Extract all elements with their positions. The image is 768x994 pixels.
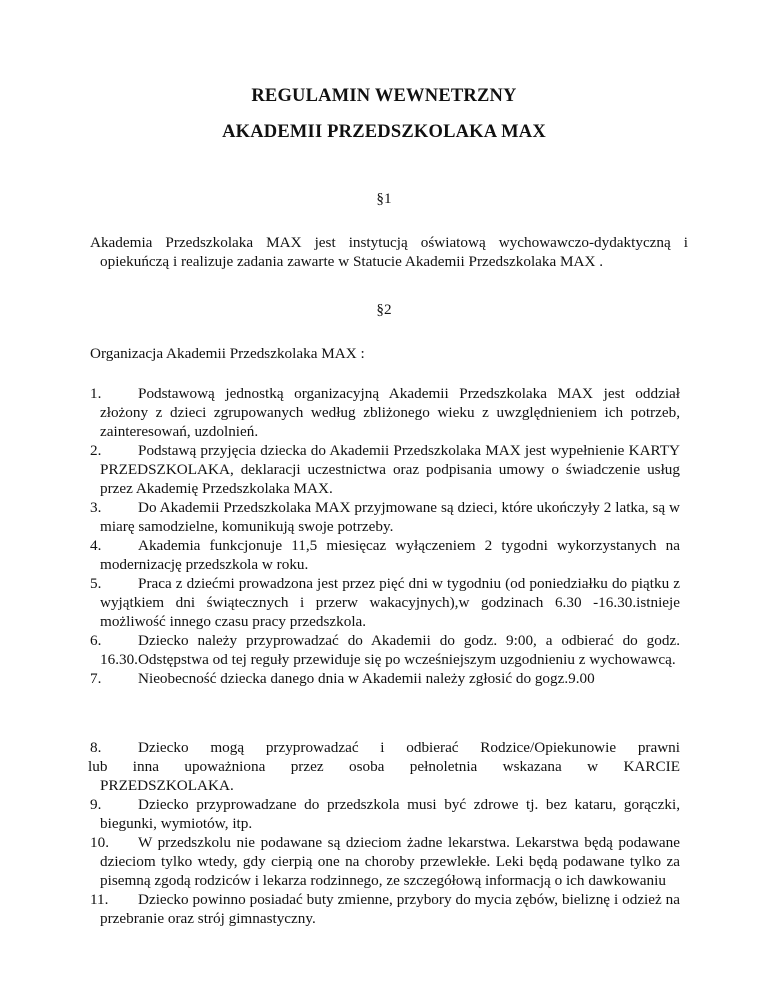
list-item bbox=[90, 738, 680, 795]
list-item bbox=[90, 669, 680, 688]
item-number: 5. bbox=[90, 575, 102, 592]
list-item bbox=[90, 384, 680, 441]
organization-heading: Organizacja Akademii Przedszkolaka MAX : bbox=[90, 345, 365, 362]
section-marker-1: §1 bbox=[376, 190, 392, 207]
item-text: Akademia funkcjonuje 11,5 miesięcaz wyłączeniem 2 tygodni wykorzystanych na modernizację przedszkola w roku. bbox=[100, 537, 680, 573]
item-8-line-1: Dziecko mogą przyprowadzać i odbierać Rodzice/Opiekunowie prawni bbox=[138, 739, 680, 756]
item-text: Dziecko powinno posiadać buty zmienne, przybory do mycia zębów, bieliznę i odzież na przebranie oraz strój gimnastyczny. bbox=[100, 891, 680, 927]
item-number: 4. bbox=[90, 537, 102, 554]
list-item bbox=[90, 631, 680, 669]
item-number: 1. bbox=[90, 385, 102, 402]
item-number: 9. bbox=[90, 796, 102, 813]
item-text: W przedszkolu nie podawane są dzieciom żadne lekarstwa. Lekarstwa będą podawane dzieciom tylko wtedy, gdy cierpią one na choroby przewlekłe. Leki będą podawane tylko za pisemną zgodą rodziców i lekarza rodzinnego, ze szczegółową informacją o ich dawkowaniu bbox=[100, 834, 680, 889]
item-text: Dziecko należy przyprowadzać do Akademii do godz. 9:00, a odbierać do godz. 16.30.Odstępstwa od tej reguły przewiduje się po wcześniejszym uzgodnieniu z wychowawcą. bbox=[100, 632, 680, 668]
item-text: Podstawą przyjęcia dziecka do Akademii Przedszkolaka MAX jest wypełnienie KARTY PRZEDSZKOLAKA, deklaracji uczestnictwa oraz podpisania umowy o świadczenie usług przez Akademię Przedszkolaka MAX. bbox=[100, 442, 680, 497]
item-8-line-2: lub inna upoważniona przez osoba pełnoletnia wskazana w KARCIE bbox=[88, 758, 680, 775]
rules-list-b-items bbox=[90, 795, 680, 928]
item-text: Dziecko przyprowadzane do przedszkola musi być zdrowe tj. bez kataru, gorączki, biegunki, wymiotów, itp. bbox=[100, 796, 680, 832]
list-item bbox=[90, 890, 680, 928]
item-number: 7. bbox=[90, 670, 102, 687]
item-text: Nieobecność dziecka danego dnia w Akademii należy zgłosić do gogz.9.00 bbox=[138, 670, 595, 687]
intro-paragraph bbox=[90, 233, 688, 271]
intro-text: Akademia Przedszkolaka MAX jest instytucją oświatową wychowawczo-dydaktyczną i opiekuńczą i realizuje zadania zawarte w Statucie Akademii Przedszkolaka MAX . bbox=[90, 234, 688, 270]
item-number: 10. bbox=[90, 834, 109, 851]
item-text: Podstawową jednostką organizacyjną Akademii Przedszkolaka MAX jest oddział złożony z dzieci zgrupowanych według zbliżonego wieku z uwzględnieniem ich potrzeb, zainteresowań, uzdolnień. bbox=[100, 385, 680, 440]
item-number: 8. bbox=[90, 739, 102, 756]
list-item bbox=[90, 441, 680, 498]
document-title: REGULAMIN WEWNETRZNY bbox=[251, 86, 517, 106]
document-subtitle: AKADEMII PRZEDSZKOLAKA MAX bbox=[222, 122, 546, 142]
item-8-line-3: PRZEDSZKOLAKA. bbox=[100, 777, 234, 794]
item-number: 2. bbox=[90, 442, 102, 459]
item-text: Do Akademii Przedszkolaka MAX przyjmowane są dzieci, które ukończyły 2 latka, są w miarę samodzielne, komunikują swoje potrzeby. bbox=[100, 499, 680, 535]
list-item bbox=[90, 574, 680, 631]
item-number: 6. bbox=[90, 632, 102, 649]
list-item bbox=[90, 833, 680, 890]
item-text: Praca z dziećmi prowadzona jest przez pięć dni w tygodniu (od poniedziałku do piątku z wyjątkiem dni świątecznych i przerw wakacyjnych),w godzinach 6.30 -16.30.istnieje możliwość innego czasu pracy przedszkola. bbox=[100, 575, 680, 630]
section-marker-2: §2 bbox=[376, 301, 392, 318]
list-item bbox=[90, 536, 680, 574]
item-number: 11. bbox=[90, 891, 109, 908]
list-item bbox=[90, 498, 680, 536]
list-item bbox=[90, 795, 680, 833]
rules-list-a bbox=[90, 384, 680, 688]
item-number: 3. bbox=[90, 499, 102, 516]
rules-list-b bbox=[90, 738, 680, 928]
